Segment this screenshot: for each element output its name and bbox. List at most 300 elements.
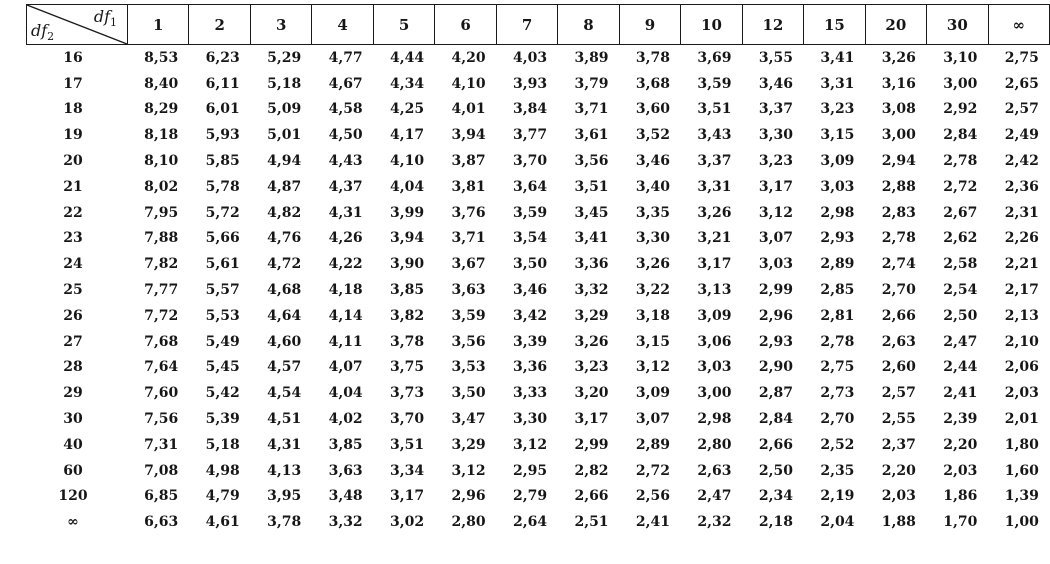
table-cell: 3,03 [820, 178, 855, 195]
table-cell: 3,61 [574, 127, 609, 144]
table-row [27, 303, 1050, 329]
table-cell: 4,31 [328, 204, 363, 221]
table-cell: 2,84 [758, 411, 793, 428]
row-label: 29 [63, 385, 83, 402]
table-cell: 3,30 [512, 411, 548, 428]
table-cell: 3,99 [390, 204, 425, 221]
table-cell: 3,32 [328, 514, 363, 531]
table-cell: 1,86 [943, 488, 978, 505]
table-row [27, 122, 1050, 148]
table-cell: 3,56 [574, 153, 609, 170]
table-cell: 5,49 [205, 333, 240, 350]
row-label: 40 [63, 436, 83, 453]
table-cell: 2,34 [758, 488, 793, 505]
table-cell: 8,40 [144, 75, 179, 92]
table-cell: 3,94 [451, 127, 486, 144]
table-row [27, 432, 1050, 458]
table-cell: 8,10 [144, 153, 179, 170]
table-cell: 3,12 [512, 436, 548, 453]
table-cell: 4,03 [512, 49, 548, 66]
table-cell: 2,88 [881, 178, 916, 195]
numerator-df-var: df [93, 7, 110, 26]
table-cell: 2,60 [881, 359, 916, 376]
table-cell: 6,01 [205, 101, 240, 118]
table-cell: 2,75 [820, 359, 855, 376]
table-cell: 3,09 [697, 307, 732, 324]
table-cell: 3,85 [390, 282, 425, 299]
table-cell: 2,80 [451, 514, 486, 531]
table-cell: 3,17 [758, 178, 793, 195]
table-cell: 3,95 [267, 488, 302, 505]
table-cell: 4,14 [328, 307, 363, 324]
table-cell: 3,59 [697, 75, 732, 92]
table-row [27, 458, 1050, 484]
table-cell: 2,01 [1004, 411, 1039, 428]
table-cell: 3,85 [328, 436, 363, 453]
table-cell: 3,37 [697, 153, 732, 170]
table-cell: 4,18 [328, 282, 363, 299]
table-row [27, 355, 1050, 381]
table-cell: 3,30 [635, 230, 671, 247]
table-cell: 3,18 [635, 307, 671, 324]
table-cell: 2,19 [820, 488, 855, 505]
table-cell: 3,82 [390, 307, 425, 324]
column-header: ∞ [988, 5, 1049, 45]
table-cell: 3,40 [635, 178, 671, 195]
column-header: 2 [189, 5, 250, 45]
table-cell: 3,63 [328, 462, 363, 479]
table-cell: 3,30 [758, 127, 793, 144]
table-cell: 2,78 [820, 333, 855, 350]
table-cell: 3,75 [390, 359, 425, 376]
table-cell: 2,75 [1004, 49, 1039, 66]
table-cell: 2,32 [697, 514, 732, 531]
table-cell: 7,95 [144, 204, 179, 221]
table-cell: 3,00 [943, 75, 978, 92]
table-cell: 6,85 [144, 488, 179, 505]
table-cell: 3,31 [697, 178, 732, 195]
row-label: 24 [63, 256, 83, 273]
table-row [27, 509, 1050, 535]
table-cell: 2,41 [635, 514, 671, 531]
table-cell: 4,10 [390, 153, 425, 170]
table-cell: 2,83 [881, 204, 916, 221]
table-cell: 7,88 [144, 230, 179, 247]
table-row [27, 406, 1050, 432]
table-cell: 4,54 [267, 385, 302, 402]
table-cell: 2,47 [943, 333, 978, 350]
table-cell: 3,59 [451, 307, 486, 324]
table-cell: 3,84 [512, 101, 548, 118]
column-header: 10 [681, 5, 742, 45]
table-cell: 2,96 [451, 488, 486, 505]
table-cell: 5,85 [205, 153, 240, 170]
table-cell: 3,71 [451, 230, 486, 247]
table-cell: 3,02 [390, 514, 425, 531]
table-cell: 2,78 [943, 153, 978, 170]
table-cell: 3,76 [451, 204, 486, 221]
table-cell: 3,43 [697, 127, 732, 144]
table-cell: 2,98 [820, 204, 855, 221]
table-cell: 3,23 [574, 359, 609, 376]
table-cell: 3,48 [328, 488, 363, 505]
row-label: 22 [63, 204, 83, 221]
table-cell: 3,07 [635, 411, 671, 428]
table-cell: 3,36 [512, 359, 548, 376]
table-cell: 3,90 [390, 256, 425, 273]
table-cell: 5,57 [205, 282, 240, 299]
table-cell: 4,67 [328, 75, 363, 92]
table-cell: 4,25 [390, 101, 425, 118]
table-cell: 4,72 [267, 256, 302, 273]
table-cell: 3,07 [758, 230, 793, 247]
table-cell: 2,84 [943, 127, 978, 144]
column-header: 12 [742, 5, 803, 45]
table-cell: 5,29 [267, 49, 302, 66]
table-cell: 2,56 [635, 488, 671, 505]
denominator-df-var: df [31, 20, 48, 40]
table-cell: 5,72 [205, 204, 240, 221]
table-cell: 3,67 [451, 256, 486, 273]
header-row [27, 5, 1050, 45]
table-cell: 2,42 [1004, 153, 1039, 170]
table-cell: 2,63 [881, 333, 916, 350]
table-cell: 2,72 [635, 462, 671, 479]
table-cell: 3,06 [697, 333, 732, 350]
table-cell: 8,02 [144, 178, 179, 195]
table-cell: 3,32 [574, 282, 609, 299]
table-cell: 6,63 [144, 514, 179, 531]
table-cell: 7,60 [144, 385, 179, 402]
table-cell: 3,39 [512, 333, 548, 350]
numerator-df-sub: 1 [110, 16, 117, 30]
table-cell: 3,26 [697, 204, 732, 221]
table-cell: 2,49 [1004, 127, 1039, 144]
row-label: 19 [63, 127, 83, 144]
table-cell: 5,09 [267, 101, 302, 118]
table-cell: 3,56 [451, 333, 486, 350]
table-cell: 2,95 [512, 462, 548, 479]
table-cell: 5,39 [205, 411, 240, 428]
table-cell: 2,99 [758, 282, 793, 299]
table-cell: 2,13 [1004, 307, 1039, 324]
table-cell: 2,17 [1004, 282, 1039, 299]
table-cell: 3,20 [574, 385, 609, 402]
row-label: 23 [63, 230, 83, 247]
table-cell: 2,94 [881, 153, 916, 170]
table-cell: 2,20 [943, 436, 978, 453]
table-cell: 3,64 [512, 178, 548, 195]
table-cell: 2,73 [820, 385, 855, 402]
table-cell: 8,18 [144, 127, 179, 144]
table-cell: 3,09 [635, 385, 671, 402]
table-cell: 2,70 [820, 411, 855, 428]
table-row [27, 277, 1050, 303]
table-cell: 3,78 [635, 49, 671, 66]
table-cell: 2,52 [820, 436, 855, 453]
table-cell: 2,51 [574, 514, 609, 531]
table-cell: 3,00 [697, 385, 732, 402]
table-cell: 3,47 [451, 411, 486, 428]
table-cell: 5,01 [267, 127, 302, 144]
table-cell: 2,10 [1004, 333, 1039, 350]
table-cell: 2,93 [758, 333, 793, 350]
table-cell: 3,37 [758, 101, 793, 118]
table-cell: 5,45 [205, 359, 240, 376]
table-cell: 4,43 [328, 153, 363, 170]
table-cell: 4,04 [328, 385, 363, 402]
corner-cell [27, 5, 128, 45]
table-cell: 7,77 [144, 282, 179, 299]
table-cell: 3,52 [635, 127, 671, 144]
column-header: 4 [312, 5, 373, 45]
table-cell: 5,53 [205, 307, 240, 324]
table-cell: 4,26 [328, 230, 363, 247]
table-cell: 3,51 [390, 436, 425, 453]
table-cell: 2,50 [943, 307, 978, 324]
table-cell: 3,10 [943, 49, 978, 66]
table-cell: 3,46 [635, 153, 671, 170]
denominator-df-sub: 2 [47, 30, 55, 43]
table-cell: 1,39 [1004, 488, 1039, 505]
table-cell: 2,82 [574, 462, 609, 479]
table-cell: 4,79 [205, 488, 240, 505]
table-cell: 4,31 [267, 436, 302, 453]
table-cell: 2,93 [820, 230, 855, 247]
table-cell: 3,55 [758, 49, 793, 66]
table-cell: 4,34 [390, 75, 425, 92]
table-cell: 4,37 [328, 178, 363, 195]
column-header: 3 [250, 5, 311, 45]
table-cell: 2,78 [881, 230, 916, 247]
table-cell: 3,70 [390, 411, 425, 428]
table-cell: 3,12 [758, 204, 793, 221]
table-cell: 2,92 [943, 101, 978, 118]
table-row [27, 484, 1050, 510]
table-cell: 3,73 [390, 385, 425, 402]
table-cell: 2,90 [758, 359, 793, 376]
table-cell: 3,59 [512, 204, 548, 221]
row-label: 60 [63, 462, 83, 479]
table-cell: 4,58 [328, 101, 363, 118]
table-cell: 2,62 [943, 230, 978, 247]
table-cell: 3,23 [758, 153, 793, 170]
table-cell: 5,61 [205, 256, 240, 273]
denominator-df-label [31, 21, 54, 43]
table-cell: 2,37 [881, 436, 916, 453]
table-cell: 2,54 [943, 282, 978, 299]
table-cell: 2,70 [881, 282, 916, 299]
table-cell: 2,58 [943, 256, 978, 273]
table-cell: 2,80 [697, 436, 732, 453]
table-cell: 2,35 [820, 462, 855, 479]
table-cell: 3,54 [512, 230, 548, 247]
table-cell: 7,82 [144, 256, 179, 273]
table-cell: 3,03 [697, 359, 732, 376]
row-label: 28 [63, 359, 83, 376]
column-header: 8 [558, 5, 619, 45]
table-cell: 3,31 [820, 75, 855, 92]
table-cell: 2,31 [1004, 204, 1039, 221]
table-cell: 5,66 [205, 230, 240, 247]
table-cell: 2,72 [943, 178, 978, 195]
numerator-df-label [94, 7, 117, 29]
table-cell: 6,23 [205, 49, 240, 66]
table-cell: 2,64 [512, 514, 548, 531]
table-cell: 3,50 [451, 385, 486, 402]
column-header: 9 [619, 5, 680, 45]
table-body [27, 45, 1050, 536]
table-cell: 3,34 [390, 462, 425, 479]
table-cell: 2,50 [758, 462, 793, 479]
table-cell: 3,46 [758, 75, 793, 92]
table-cell: 2,57 [1004, 101, 1039, 118]
table-cell: 8,29 [144, 101, 179, 118]
table-cell: 2,20 [881, 462, 916, 479]
table-cell: 2,81 [820, 307, 855, 324]
table-cell: 3,26 [881, 49, 916, 66]
table-cell: 2,96 [758, 307, 793, 324]
table-cell: 2,85 [820, 282, 855, 299]
table-cell: 3,21 [697, 230, 732, 247]
table-cell: 4,02 [328, 411, 363, 428]
table-cell: 3,17 [697, 256, 732, 273]
table-cell: 1,00 [1004, 514, 1039, 531]
table-cell: 8,53 [144, 49, 179, 66]
table-cell: 4,57 [267, 359, 302, 376]
table-cell: 4,77 [328, 49, 363, 66]
table-row [27, 97, 1050, 123]
table-cell: 3,71 [574, 101, 609, 118]
table-row [27, 329, 1050, 355]
table-cell: 3,16 [881, 75, 916, 92]
row-label: 30 [63, 411, 83, 428]
table-cell: 2,03 [943, 462, 978, 479]
table-cell: 3,60 [635, 101, 671, 118]
table-cell: 3,35 [635, 204, 671, 221]
table-cell: 3,79 [574, 75, 609, 92]
table-cell: 3,70 [512, 153, 548, 170]
table-cell: 4,94 [267, 153, 302, 170]
table-cell: 3,41 [574, 230, 609, 247]
table-cell: 2,87 [758, 385, 793, 402]
table-cell: 3,12 [451, 462, 486, 479]
table-cell: 4,22 [328, 256, 363, 273]
table-cell: 2,41 [943, 385, 978, 402]
table-cell: 4,20 [451, 49, 486, 66]
table-cell: 3,36 [574, 256, 609, 273]
table-cell: 2,06 [1004, 359, 1039, 376]
table-cell: 5,78 [205, 178, 240, 195]
table-cell: 2,65 [1004, 75, 1039, 92]
table-cell: 2,03 [881, 488, 916, 505]
table-cell: 3,94 [390, 230, 425, 247]
table-cell: 3,26 [635, 256, 671, 273]
table-cell: 4,10 [451, 75, 486, 92]
table-cell: 3,42 [512, 307, 548, 324]
table-cell: 3,89 [574, 49, 609, 66]
table-cell: 4,68 [267, 282, 302, 299]
table-cell: 3,03 [758, 256, 793, 273]
table-cell: 3,12 [635, 359, 671, 376]
table-cell: 4,01 [451, 101, 486, 118]
table-cell: 2,18 [758, 514, 793, 531]
row-label: 25 [63, 282, 83, 299]
table-header [27, 5, 1050, 45]
table-cell: 2,04 [820, 514, 855, 531]
table-cell: 4,87 [267, 178, 302, 195]
table-cell: 3,33 [512, 385, 548, 402]
table-cell: 4,76 [267, 230, 302, 247]
table-cell: 3,22 [635, 282, 671, 299]
table-cell: 3,29 [451, 436, 486, 453]
table-cell: 3,46 [512, 282, 548, 299]
table-cell: 3,51 [697, 101, 732, 118]
table-cell: 4,07 [328, 359, 363, 376]
table-cell: 4,82 [267, 204, 302, 221]
table-cell: 2,44 [943, 359, 978, 376]
table-cell: 7,56 [144, 411, 179, 428]
table-cell: 2,57 [881, 385, 916, 402]
table-cell: 4,61 [205, 514, 240, 531]
table-cell: 6,11 [205, 75, 240, 92]
table-cell: 3,45 [574, 204, 609, 221]
table-cell: 2,79 [512, 488, 548, 505]
table-cell: 3,26 [574, 333, 609, 350]
table-row [27, 380, 1050, 406]
row-label: 21 [63, 178, 83, 195]
row-label: 16 [63, 49, 83, 66]
table-row [27, 71, 1050, 97]
table-row [27, 45, 1050, 71]
table-cell: 2,55 [881, 411, 916, 428]
table-cell: 3,87 [451, 153, 486, 170]
table-cell: 3,93 [512, 75, 548, 92]
table-row [27, 148, 1050, 174]
table-cell: 4,17 [390, 127, 425, 144]
table-cell: 2,66 [758, 436, 793, 453]
table-cell: 7,72 [144, 307, 179, 324]
column-header: 1 [128, 5, 189, 45]
table-cell: 7,68 [144, 333, 179, 350]
table-cell: 3,68 [635, 75, 671, 92]
table-cell: 3,00 [881, 127, 916, 144]
table-cell: 4,50 [328, 127, 363, 144]
table-row [27, 251, 1050, 277]
table-cell: 3,41 [820, 49, 855, 66]
table-cell: 3,81 [451, 178, 486, 195]
table-cell: 3,15 [635, 333, 671, 350]
table-cell: 7,64 [144, 359, 179, 376]
table-cell: 3,13 [697, 282, 732, 299]
table-cell: 3,53 [451, 359, 486, 376]
table-cell: 4,13 [267, 462, 302, 479]
table-cell: 5,18 [205, 436, 240, 453]
table-cell: 3,23 [820, 101, 855, 118]
table-cell: 5,42 [205, 385, 240, 402]
table-cell: 2,74 [881, 256, 916, 273]
table-cell: 3,77 [512, 127, 548, 144]
table-cell: 2,89 [820, 256, 855, 273]
table-cell: 3,09 [820, 153, 855, 170]
f-distribution-table [26, 4, 1050, 535]
column-header: 30 [927, 5, 988, 45]
table-cell: 2,36 [1004, 178, 1039, 195]
table-cell: 3,69 [697, 49, 732, 66]
table-cell: 4,98 [205, 462, 240, 479]
table-cell: 5,93 [205, 127, 240, 144]
table-cell: 3,17 [574, 411, 609, 428]
